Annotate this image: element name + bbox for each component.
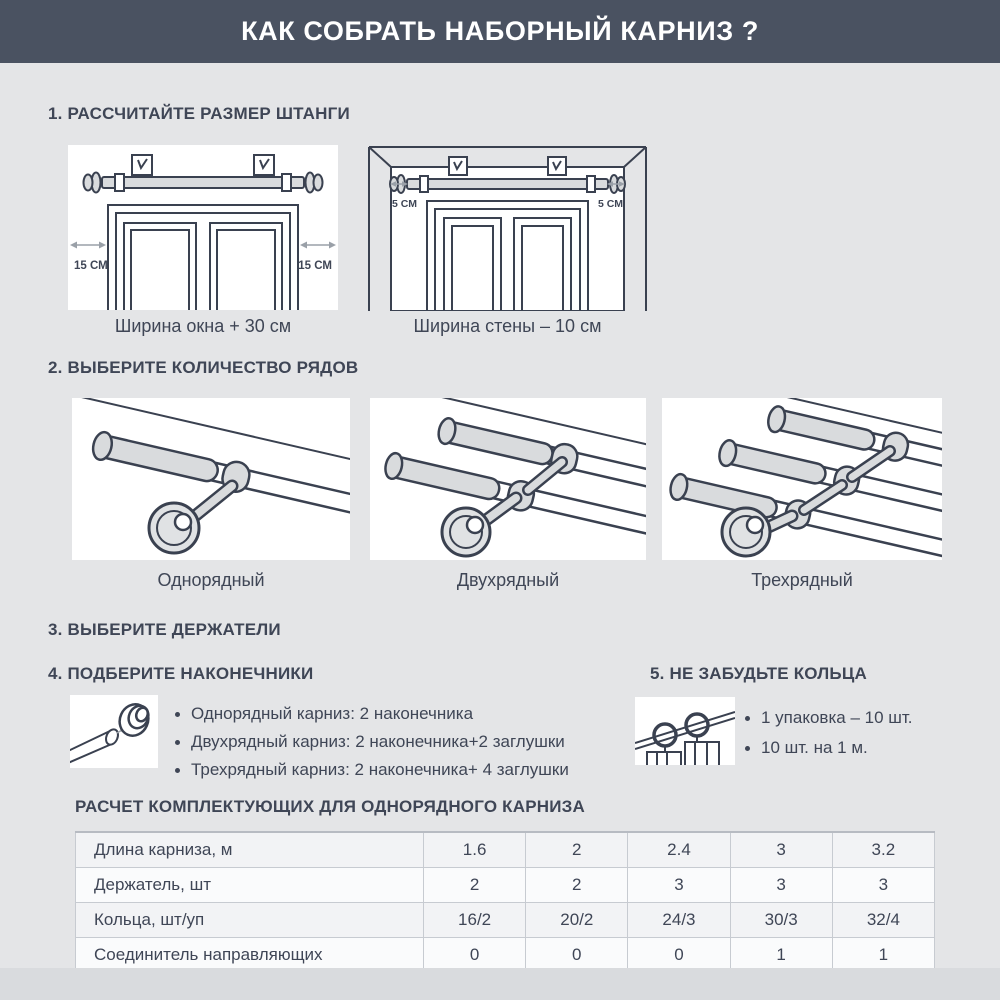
finial-icon: [70, 695, 158, 768]
table-row: [76, 868, 935, 903]
mount-bracket: [132, 155, 274, 175]
cell: 3.2: [832, 832, 934, 868]
cell: 2: [526, 832, 628, 868]
bullet-dot: [175, 712, 180, 717]
rings-icon: [635, 697, 735, 765]
list-item: [745, 733, 913, 763]
wall-perspective: [369, 147, 646, 311]
cell: 3: [730, 868, 832, 903]
bullet-dot: [175, 768, 180, 773]
list-item: [175, 728, 569, 756]
rings-icon-card: [635, 697, 735, 765]
components-table: [75, 831, 935, 973]
table-row: [76, 903, 935, 938]
bullet-dot: [745, 716, 750, 721]
window-diagram-caption: Ширина окна + 30 см: [114, 316, 292, 336]
step1-heading: 1. РАССЧИТАЙТЕ РАЗМЕР ШТАНГИ: [48, 104, 350, 123]
cell: 16/2: [424, 903, 526, 938]
wall-diagram-caption: Ширина стены – 10 см: [413, 316, 602, 336]
cell: 1.6: [424, 832, 526, 868]
row-label: Кольца, шт/уп: [76, 903, 424, 938]
triple-row-caption: Трехрядный: [751, 570, 853, 590]
bullet-text: 1 упаковка – 10 шт.: [761, 708, 913, 727]
double-row-drawing: [370, 398, 646, 560]
bullet-text: Трехрядный карниз: 2 наконечника+ 4 заглушки: [191, 760, 569, 779]
title-banner: [0, 0, 1000, 63]
right-margin-label: 15 СМ: [298, 260, 332, 272]
list-item: [175, 700, 569, 728]
cell: 3: [730, 832, 832, 868]
left-margin-label: 5 СМ: [392, 198, 417, 210]
rod-group: [370, 398, 646, 547]
finial-bullet-list: [175, 700, 569, 784]
triple-row-drawing: [662, 398, 942, 560]
triple-row-diagram: [662, 398, 942, 560]
rings-bullet-list: [745, 703, 913, 763]
left-margin-arrow: [70, 242, 106, 249]
bullet-text: 10 шт. на 1 м.: [761, 738, 868, 757]
cell: 3: [628, 868, 730, 903]
cell: 3: [832, 868, 934, 903]
cell: 0: [628, 938, 730, 973]
cell: 1: [832, 938, 934, 973]
cell: 24/3: [628, 903, 730, 938]
step2-heading: 2. ВЫБЕРИТЕ КОЛИЧЕСТВО РЯДОВ: [48, 358, 359, 377]
single-row-drawing: [72, 398, 350, 560]
cell: 30/3: [730, 903, 832, 938]
bullet-dot: [745, 746, 750, 751]
bullet-dot: [175, 740, 180, 745]
cell: 2: [526, 868, 628, 903]
rod-group: [662, 398, 942, 560]
wall-mount: [149, 486, 232, 553]
row-label: Держатель, шт: [76, 868, 424, 903]
page-title: КАК СОБРАТЬ НАБОРНЫЙ КАРНИЗ ?: [241, 16, 759, 46]
window-measure-diagram: [68, 145, 338, 310]
cell: 20/2: [526, 903, 628, 938]
footer-strip: [0, 968, 1000, 1000]
step4-heading: 4. ПОДБЕРИТЕ НАКОНЕЧНИКИ: [48, 664, 314, 683]
list-item: [175, 756, 569, 784]
table-title: РАСЧЕТ КОМПЛЕКТУЮЩИХ ДЛЯ ОДНОРЯДНОГО КАРНИЗА: [75, 797, 585, 816]
row-label: Соединитель направляющих: [76, 938, 424, 973]
bullet-text: Однорядный карниз: 2 наконечника: [191, 704, 474, 723]
left-margin-label: 15 СМ: [74, 260, 108, 272]
window-frame: [108, 205, 298, 310]
finial-icon-card: [70, 695, 158, 768]
table-row: [76, 832, 935, 868]
right-margin-arrow: [300, 242, 336, 249]
cell: 1: [730, 938, 832, 973]
list-item: [745, 703, 913, 733]
cell: 0: [526, 938, 628, 973]
row-label: Длина карниза, м: [76, 832, 424, 868]
step3-heading: 3. ВЫБЕРИТЕ ДЕРЖАТЕЛИ: [48, 620, 281, 639]
cell: 2.4: [628, 832, 730, 868]
curtain-rod: [84, 173, 323, 193]
right-margin-label: 5 СМ: [598, 198, 623, 210]
bullet-text: Двухрядный карниз: 2 наконечника+2 заглушки: [191, 732, 565, 751]
step5-heading: 5. НЕ ЗАБУДЬТЕ КОЛЬЦА: [650, 664, 867, 683]
double-row-diagram: [370, 398, 646, 560]
cell: 2: [424, 868, 526, 903]
cell: 0: [424, 938, 526, 973]
double-row-caption: Двухрядный: [456, 570, 560, 590]
window-measure-drawing: [68, 145, 338, 310]
single-row-diagram: [72, 398, 350, 560]
cell: 32/4: [832, 903, 934, 938]
wall-measure-drawing: [365, 143, 650, 311]
single-row-caption: Однорядный: [157, 570, 265, 590]
wall-measure-diagram: [365, 143, 650, 311]
